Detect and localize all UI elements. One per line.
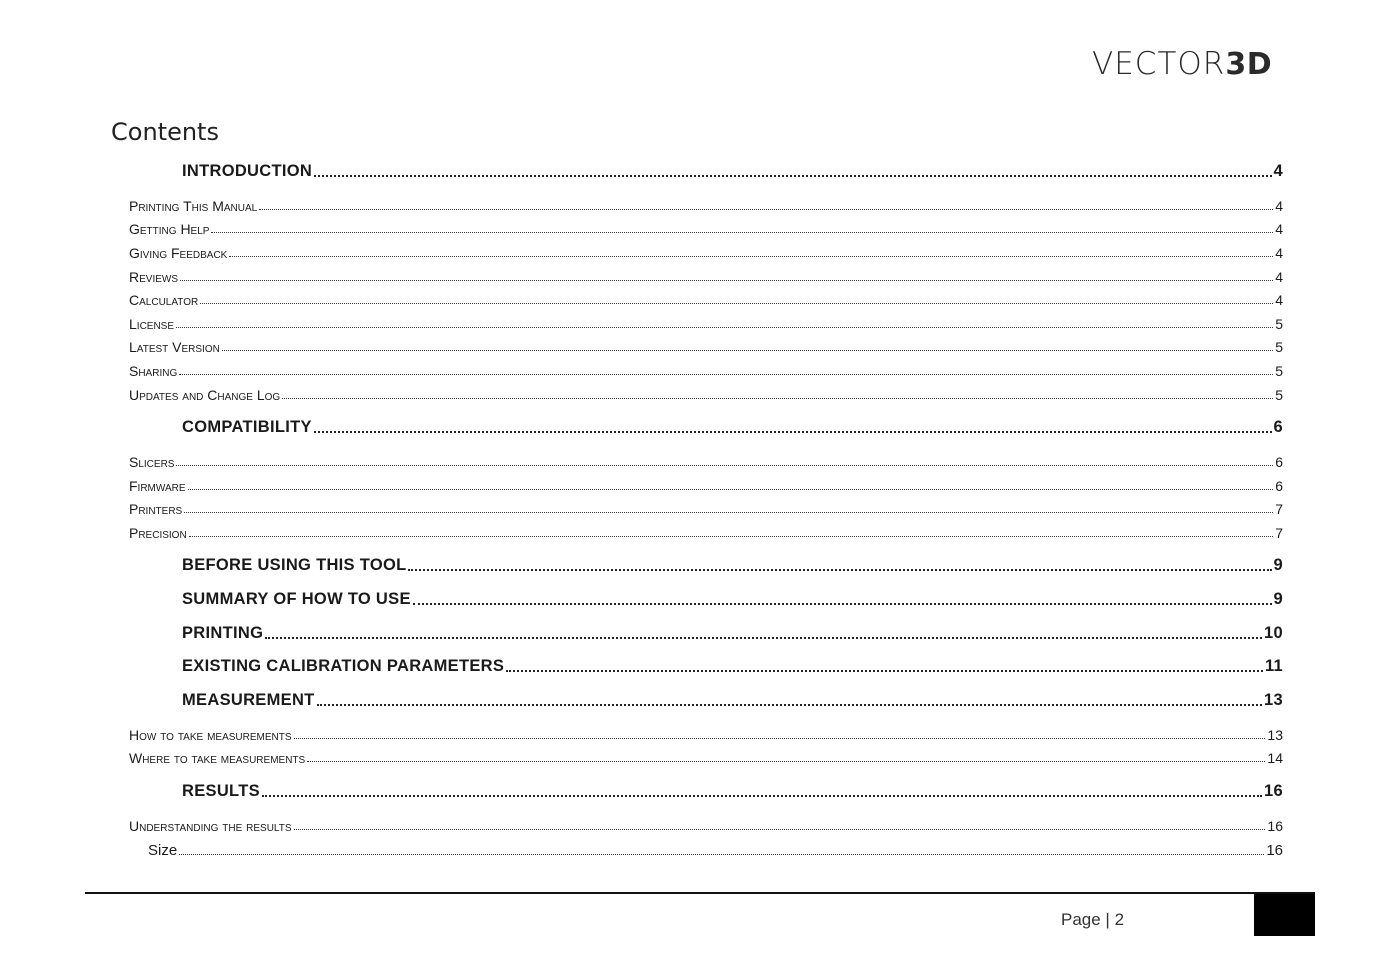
footer-divider (85, 892, 1315, 894)
toc-entry[interactable] (129, 818, 1283, 834)
page-number: Page | 2 (1061, 910, 1125, 929)
toc-entry-label: COMPATIBILITY (182, 418, 312, 436)
toc-leader (180, 280, 1273, 281)
toc-leader (294, 829, 1266, 830)
toc-entry-label: Firmware (129, 478, 186, 494)
toc-entry-label: Calculator (129, 292, 199, 308)
toc-entry-page: 16 (1267, 818, 1283, 834)
toc-leader (259, 209, 1273, 210)
toc-entry-page: 11 (1264, 657, 1283, 675)
toc-entry-label: PRINTING (182, 624, 264, 642)
toc-entry[interactable] (148, 842, 1283, 859)
contents-heading: Contents (111, 118, 219, 146)
toc-leader (506, 670, 1263, 672)
toc-entry-page: 7 (1275, 501, 1283, 517)
toc-entry-page: 4 (1275, 198, 1283, 214)
toc-entry-label: SUMMARY OF HOW TO USE (182, 590, 411, 608)
toc-entry-label: Printing This Manual (129, 198, 258, 214)
toc-entry-page: 7 (1275, 525, 1283, 541)
toc-entry[interactable] (129, 198, 1283, 214)
toc-entry-label: EXISTING CALIBRATION PARAMETERS (182, 657, 505, 675)
toc-entry-label: Reviews (129, 269, 179, 285)
toc-entry-label: Latest Version (129, 339, 220, 355)
toc-leader (262, 795, 1262, 797)
toc-entry-page: 13 (1267, 727, 1283, 743)
toc-entry-page: 16 (1266, 842, 1283, 859)
toc-leader (176, 465, 1273, 466)
toc-entry-label: License (129, 316, 175, 332)
toc-entry[interactable] (129, 727, 1283, 743)
toc-entry-page: 6 (1273, 418, 1283, 436)
toc-entry-page: 9 (1273, 590, 1283, 608)
toc-entry-page: 10 (1264, 624, 1283, 642)
toc-entry-page: 5 (1275, 316, 1283, 332)
toc-leader (179, 374, 1273, 375)
toc-entry-label: Giving Feedback (129, 245, 228, 261)
toc-entry[interactable] (129, 525, 1283, 541)
toc-leader (188, 489, 1274, 490)
toc-entry-label: Updates and Change Log (129, 387, 281, 403)
toc-leader (265, 637, 1262, 639)
toc-entry[interactable] (129, 478, 1283, 494)
toc-entry-page: 14 (1267, 750, 1283, 766)
toc-entry[interactable] (182, 691, 1283, 710)
toc-entry-label: Getting Help (129, 221, 210, 237)
toc-leader (408, 569, 1271, 571)
toc-entry-label: RESULTS (182, 782, 260, 800)
logo-text-light: VECTOR (1092, 46, 1226, 82)
toc-entry[interactable] (129, 501, 1283, 517)
toc-leader (229, 256, 1273, 257)
toc-leader (413, 603, 1272, 605)
toc-entry[interactable] (182, 162, 1283, 181)
toc-entry[interactable] (129, 454, 1283, 470)
toc-entry[interactable] (182, 418, 1283, 437)
toc-leader (294, 738, 1266, 739)
toc-entry-page: 5 (1275, 387, 1283, 403)
toc-leader (200, 303, 1273, 304)
toc-entry-page: 6 (1275, 478, 1283, 494)
toc-leader (189, 536, 1274, 537)
toc-entry[interactable] (129, 221, 1283, 237)
toc-entry-label: Understanding the results (129, 818, 292, 834)
toc-leader (176, 327, 1273, 328)
toc-entry[interactable] (129, 750, 1283, 766)
toc-entry-label: Size (148, 842, 178, 859)
toc-leader (179, 854, 1264, 855)
toc-entry-label: BEFORE USING THIS TOOL (182, 556, 407, 574)
toc-entry-label: Printers (129, 501, 183, 517)
toc-entry[interactable] (182, 782, 1283, 801)
toc-entry[interactable] (182, 624, 1283, 643)
logo-text-bold: 3D (1225, 47, 1273, 82)
toc-entry-page: 13 (1264, 691, 1283, 709)
toc-entry-page: 9 (1273, 556, 1283, 574)
toc-entry-page: 6 (1275, 454, 1283, 470)
toc-entry-label: How to take measurements (129, 727, 292, 743)
toc-entry-label: INTRODUCTION (182, 162, 313, 180)
toc-entry-page: 5 (1275, 363, 1283, 379)
toc-entry[interactable] (182, 657, 1283, 676)
toc-leader (314, 175, 1271, 177)
toc-leader (282, 398, 1273, 399)
toc-entry[interactable] (129, 316, 1283, 332)
toc-entry-page: 4 (1275, 269, 1283, 285)
toc-leader (317, 704, 1262, 706)
toc-entry-page: 4 (1275, 292, 1283, 308)
toc-entry-label: Precision (129, 525, 187, 541)
toc-entry[interactable] (129, 339, 1283, 355)
toc-entry-page: 4 (1273, 162, 1283, 180)
toc-entry[interactable] (129, 245, 1283, 261)
toc-leader (184, 512, 1273, 513)
toc-entry-label: Sharing (129, 363, 178, 379)
toc-entry-page: 5 (1275, 339, 1283, 355)
toc-entry[interactable] (182, 590, 1283, 609)
toc-entry-page: 4 (1275, 245, 1283, 261)
toc-entry-label: MEASUREMENT (182, 691, 315, 709)
toc-entry-page: 16 (1264, 782, 1283, 800)
toc-leader (211, 232, 1273, 233)
toc-entry[interactable] (182, 556, 1283, 575)
toc-leader (307, 761, 1265, 762)
toc-entry[interactable] (129, 363, 1283, 379)
footer-black-block (1254, 894, 1315, 936)
toc-leader (314, 431, 1272, 433)
toc-entry[interactable] (129, 387, 1283, 403)
toc-entry-page: 4 (1275, 221, 1283, 237)
toc-leader (222, 350, 1273, 351)
toc-entry-label: Slicers (129, 454, 175, 470)
toc-entry[interactable] (129, 292, 1283, 308)
toc-entry[interactable] (129, 269, 1283, 285)
toc-entry-label: Where to take measurements (129, 750, 306, 766)
